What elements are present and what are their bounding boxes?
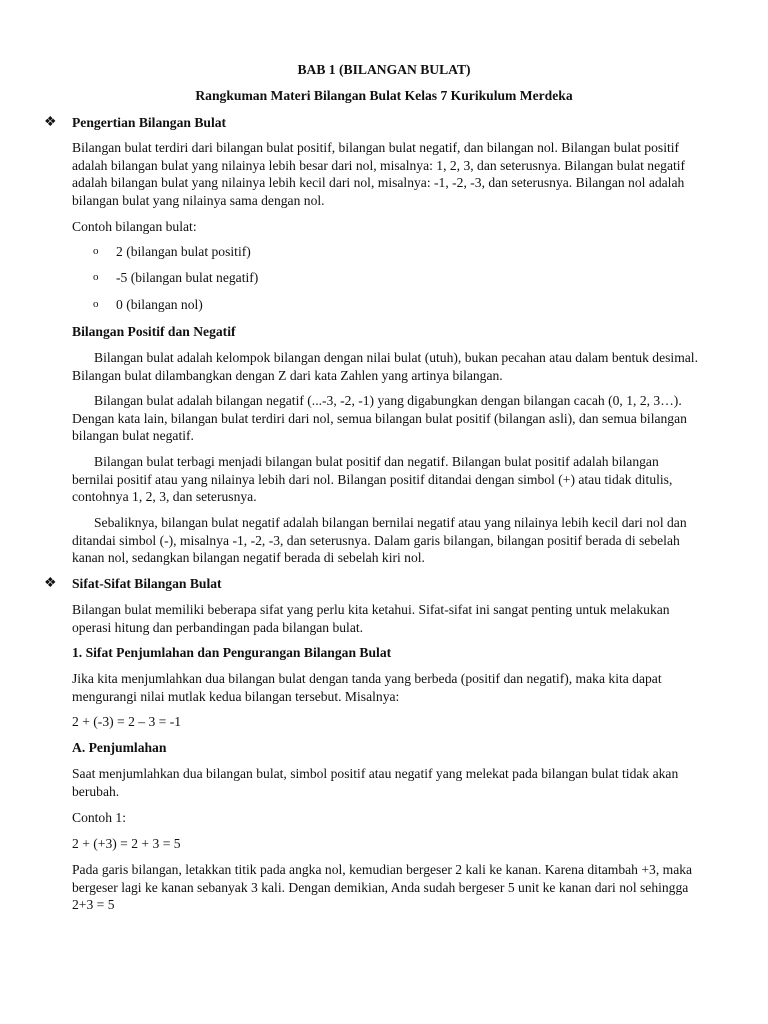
- diamond-bullet-icon: ❖: [44, 576, 57, 591]
- circle-bullet-icon: o: [93, 245, 99, 257]
- sub-heading-penjumlahan: A. Penjumlahan: [72, 740, 167, 755]
- sub-heading-positif-negatif: Bilangan Positif dan Negatif: [72, 324, 236, 339]
- circle-bullet-icon: o: [93, 298, 99, 310]
- section-heading-sifat: Sifat-Sifat Bilangan Bulat: [72, 576, 222, 591]
- list-item: 2 (bilangan bulat positif): [116, 244, 251, 259]
- example-label: Contoh 1:: [72, 810, 127, 825]
- paragraph: Pada garis bilangan, letakkan titik pada angka nol, kemudian bergeser 2 kali ke kanan. Karena ditambah +3, maka bergeser lagi ke kanan sebanyak 3 kali. Dengan demikian, Anda sudah bergeser 5 unit ke kanan dari nol sehingga 2+3 = 5: [72, 862, 693, 913]
- paragraph: Bilangan bulat terdiri dari bilangan bulat positif, bilangan bulat negatif, dan bilangan nol. Bilangan bulat positif adalah bilangan bulat yang nilainya lebih besar dari nol, misalnya: 1, 2, 3, dan seterusnya. Bilangan bulat negatif adalah bilangan bulat yang nilainya lebih kecil dari nol, misalnya: -1, -2, -3, dan seterusnya. Bilangan nol adalah bilangan bulat yang nilainya sama dengan nol.: [72, 140, 686, 208]
- list-item: 0 (bilangan nol): [116, 297, 203, 312]
- equation: 2 + (-3) = 2 – 3 = -1: [72, 714, 182, 729]
- circle-bullet-icon: o: [93, 271, 99, 283]
- paragraph: Bilangan bulat terbagi menjadi bilangan bulat positif dan negatif. Bilangan bulat positif adalah bilangan bernilai positif atau yang nilainya lebih dari nol. Bilangan positif ditandai dengan simbol (+) atau tidak ditulis, contohnya 1, 2, 3, dan seterusnya.: [72, 454, 673, 505]
- sub-heading-sifat-penjumlahan: 1. Sifat Penjumlahan dan Pengurangan Bilangan Bulat: [72, 645, 392, 660]
- section-heading-pengertian: Pengertian Bilangan Bulat: [72, 115, 227, 130]
- page-title: BAB 1 (BILANGAN BULAT): [297, 62, 471, 77]
- paragraph: Bilangan bulat adalah kelompok bilangan dengan nilai bulat (utuh), bukan pecahan atau dalam bentuk desimal. Bilangan bulat dilambangkan dengan Z dari kata Zahlen yang artinya bilangan.: [72, 350, 698, 383]
- paragraph: Saat menjumlahkan dua bilangan bulat, simbol positif atau negatif yang melekat pada bilangan bulat tidak akan berubah.: [72, 766, 679, 799]
- equation: 2 + (+3) = 2 + 3 = 5: [72, 836, 181, 851]
- list-item: -5 (bilangan bulat negatif): [116, 270, 259, 285]
- example-label: Contoh bilangan bulat:: [72, 219, 197, 234]
- paragraph: Bilangan bulat adalah bilangan negatif (...-3, -2, -1) yang digabungkan dengan bilangan cacah (0, 1, 2, 3…). Dengan kata lain, bilangan bulat terdiri dari nol, semua bilangan bulat positif (bilangan asli), dan semua bilangan bilangan bulat negatif.: [72, 393, 687, 444]
- paragraph: Bilangan bulat memiliki beberapa sifat yang perlu kita ketahui. Sifat-sifat ini sangat penting untuk melakukan operasi hitung dan perbandingan pada bilangan bulat.: [72, 602, 670, 635]
- diamond-bullet-icon: ❖: [44, 115, 57, 130]
- page-subtitle: Rangkuman Materi Bilangan Bulat Kelas 7 Kurikulum Merdeka: [195, 88, 573, 103]
- paragraph: Jika kita menjumlahkan dua bilangan bulat dengan tanda yang berbeda (positif dan negatif), maka kita dapat mengurangi nilai mutlak kedua bilangan tersebut. Misalnya:: [72, 671, 662, 704]
- paragraph: Sebaliknya, bilangan bulat negatif adalah bilangan bernilai negatif atau yang nilainya lebih kecil dari nol dan ditandai simbol (-), misalnya -1, -2, -3, dan seterusnya. Dalam garis bilangan, bilangan positif berada di sebelah kanan nol, sedangkan bilangan negatif berada di sebelah kiri nol.: [72, 515, 687, 566]
